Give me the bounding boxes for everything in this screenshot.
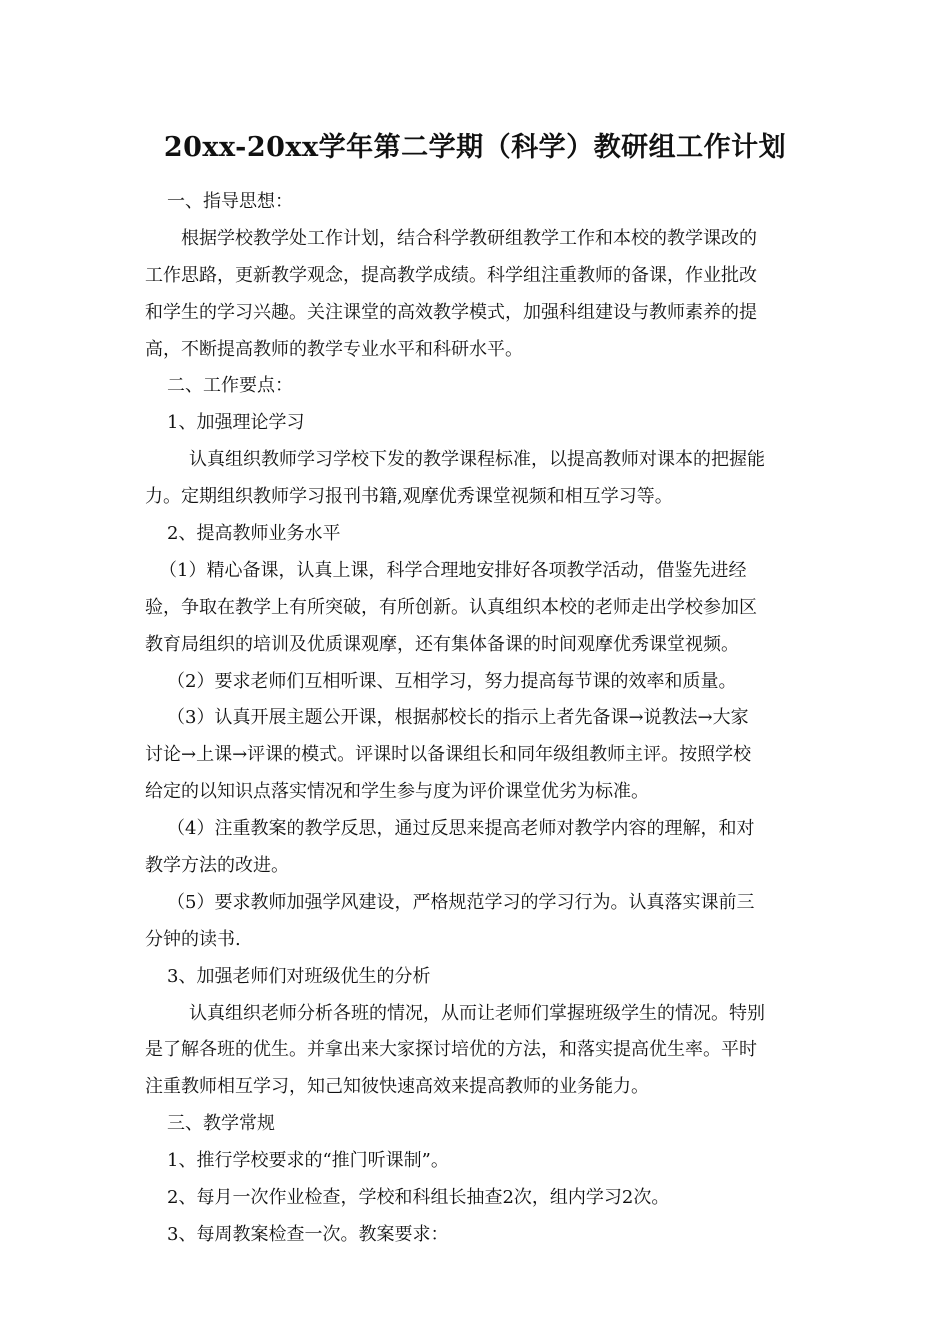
- list-item: 2、每月一次作业检查，学校和科组长抽查2次，组内学习2次。: [167, 1187, 670, 1209]
- subsection-heading: 2、提高教师业务水平: [167, 523, 341, 545]
- paragraph-line: 根据学校教学处工作计划，结合科学教研组教学工作和本校的教学课改的: [181, 227, 757, 249]
- section-heading: 三、教学常规: [167, 1113, 275, 1135]
- paragraph-line: 认真组织教师学习学校下发的教学课程标准，以提高教师对课本的把握能: [189, 449, 765, 471]
- paragraph-line: 教学方法的改进。: [145, 855, 289, 877]
- section-heading: 一、指导思想：: [167, 191, 293, 212]
- list-item: 1、推行学校要求的“推门听课制”。: [167, 1150, 449, 1172]
- paragraph-line: 讨论→上课→评课的模式。评课时以备课组长和同年级组教师主评。按照学校: [145, 744, 752, 766]
- paragraph-line: 注重教师相互学习，知己知彼快速高效来提高教师的业务能力。: [145, 1076, 649, 1098]
- paragraph-line: 验，争取在教学上有所突破，有所创新。认真组织本校的老师走出学校参加区: [145, 596, 757, 618]
- paragraph-line: （3）认真开展主题公开课，根据郝校长的指示上者先备课→说教法→大家: [167, 707, 749, 729]
- list-item: 3、每周教案检查一次。教案要求：: [167, 1223, 449, 1245]
- section-heading: 二、工作要点：: [167, 375, 293, 397]
- paragraph-line: 认真组织老师分析各班的情况，从而让老师们掌握班级学生的情况。特别: [189, 1002, 765, 1024]
- paragraph-line: 工作思路，更新教学观念，提高教学成绩。科学组注重教师的备课，作业批改: [145, 264, 757, 286]
- paragraph-line: （4）注重教案的教学反思，通过反思来提高老师对教学内容的理解，和对: [167, 818, 755, 840]
- document-body: [145, 184, 801, 1254]
- paragraph-line: 给定的以知识点落实情况和学生参与度为评价课堂优劣为标准。: [145, 781, 649, 803]
- document-title: 20xx-20xx学年第二学期（科学）教研组工作计划: [163, 132, 787, 163]
- paragraph-line: （5）要求教师加强学风建设，严格规范学习的学习行为。认真落实课前三: [167, 891, 755, 913]
- paragraph-line: 分钟的读书.: [145, 928, 241, 950]
- paragraph-line: 教育局组织的培训及优质课观摩，还有集体备课的时间观摩优秀课堂视频。: [145, 633, 739, 655]
- paragraph-line: （1）精心备课，认真上课，科学合理地安排好各项教学活动，借鉴先进经: [159, 559, 747, 581]
- paragraph-line: （2）要求老师们互相听课、互相学习，努力提高每节课的效率和质量。: [167, 670, 737, 692]
- paragraph-line: 高，不断提高教师的教学专业水平和科研水平。: [145, 338, 523, 360]
- paragraph-line: 是了解各班的优生。并拿出来大家探讨培优的方法，和落实提高优生率。平时: [145, 1039, 757, 1061]
- subsection-heading: 1、加强理论学习: [167, 412, 305, 434]
- subsection-heading: 3、加强老师们对班级优生的分析: [167, 965, 431, 987]
- paragraph-line: 和学生的学习兴趣。关注课堂的高效教学模式，加强科组建设与教师素养的提: [145, 301, 757, 323]
- paragraph-line: 力。定期组织教师学习报刊书籍,观摩优秀课堂视频和相互学习等。: [145, 486, 673, 508]
